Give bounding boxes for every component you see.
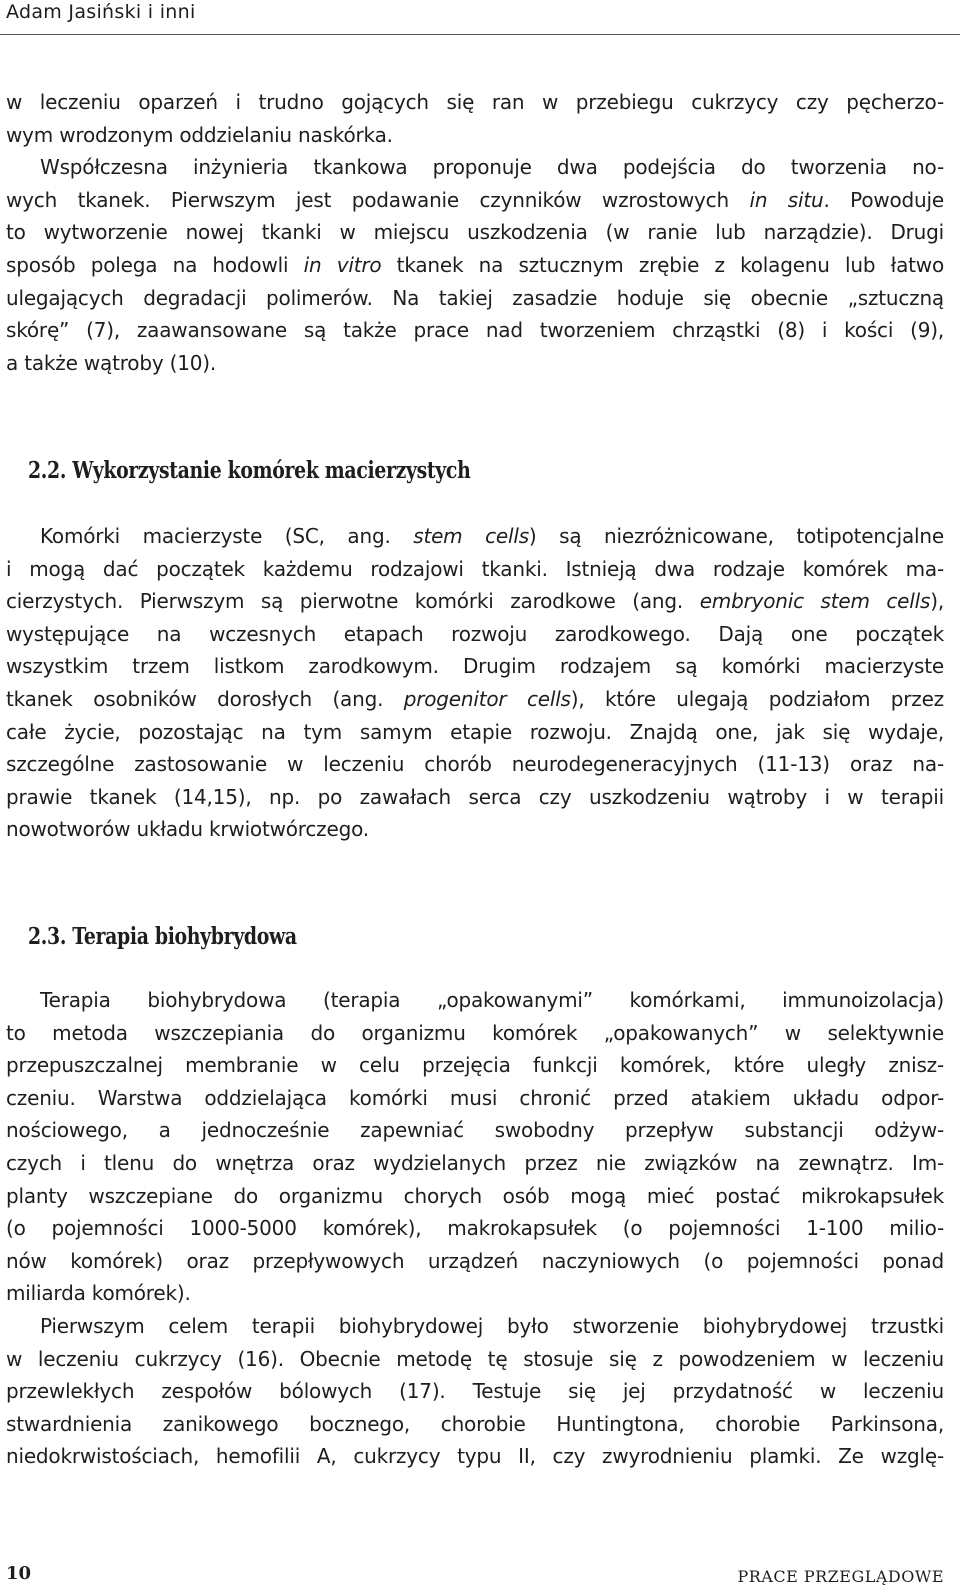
text-line: skórę” (7), zaawansowane są także prace nad tworzeniem chrząstki (8) i kości (9),: [6, 318, 944, 343]
text-line: występujące na wczesnych etapach rozwoju zarodkowego. Dają one początek: [6, 621, 944, 646]
section-2-2-body: [6, 520, 944, 846]
text-line: to wytworzenie nowej tkanki w miejscu uszkodzenia (w ranie lub narządzie). Drugi: [6, 220, 944, 245]
section-heading-2-3: 2.3. Terapia biohybrydowa: [28, 923, 297, 950]
text-line: miliarda komórek).: [6, 1281, 191, 1306]
body-block-1: [6, 86, 944, 379]
text-span: ), które ulegają podziałom przez: [570, 686, 944, 711]
text-span: tkanek osobników dorosłych (ang.: [6, 686, 404, 711]
italic-term: embryonic stem cells: [699, 589, 931, 614]
text-line: wym wrodzonym oddzielaniu naskórka.: [6, 122, 393, 147]
text-line: [6, 585, 944, 618]
text-line: w leczeniu cukrzycy (16). Obecnie metodę tę stosuje się z powodzeniem w leczeniu: [6, 1346, 944, 1371]
text-line: i mogą dać początek każdemu rodzajowi tkanki. Istnieją dwa rodzaje komórek ma-: [6, 556, 944, 581]
text-line: całe życie, pozostając na tym samym etapie rozwoju. Znajdą one, jak się wydaje,: [6, 719, 944, 744]
journal-section-label: PRACE PRZEGLĄDOWE: [737, 1567, 944, 1586]
text-span: ),: [930, 589, 944, 614]
text-line: [6, 249, 944, 282]
text-line: Terapia biohybrydowa (terapia „opakowanymi” komórkami, immunoizolacja): [40, 988, 944, 1012]
text-line: to metoda wszczepiania do organizmu komórek „opakowanych” w selektywnie: [6, 1020, 944, 1045]
text-line: nów komórek) oraz przepływowych urządzeń naczyniowych (o pojemności ponad: [6, 1248, 944, 1273]
text-span: . Powoduje: [823, 187, 944, 212]
page-number: 10: [6, 1563, 32, 1584]
text-line: Współczesna inżynieria tkankowa proponuje dwa podejścia do tworzenia no-: [40, 155, 944, 180]
text-span: wych tkanek. Pierwszym jest podawanie czynników wzrostowych: [6, 187, 750, 212]
text-line: wszystkim trzem listkom zarodkowym. Drugim rodzajem są komórki macierzyste: [6, 654, 944, 679]
text-span: sposób polega na hodowli: [6, 252, 304, 277]
italic-term: in vitro: [303, 252, 382, 277]
text-line: niedokrwistościach, hemofilii A, cukrzycy typu II, czy zwyrodnieniu plamki. Ze wzglę-: [6, 1444, 944, 1469]
section-heading-2-2: 2.2. Wykorzystanie komórek macierzystych: [28, 457, 471, 484]
italic-term: stem cells: [413, 524, 529, 548]
text-line: prawie tkanek (14,15), np. po zawałach serca czy uszkodzeniu wątroby i w terapii: [6, 784, 944, 809]
text-line: (o pojemności 1000-5000 komórek), makrokapsułek (o pojemności 1-100 milio-: [6, 1216, 944, 1241]
text-line: nościowego, a jednocześnie zapewniać swobodny przepływ substancji odżyw-: [6, 1118, 944, 1143]
text-line: Pierwszym celem terapii biohybrydowej było stworzenie biohybrydowej trzustki: [40, 1313, 944, 1338]
text-line: [6, 520, 944, 553]
text-line: stwardnienia zanikowego bocznego, chorobie Huntingtona, chorobie Parkinsona,: [6, 1411, 944, 1436]
italic-term: in situ: [749, 187, 824, 212]
text-line: nowotworów układu krwiotwórczego.: [6, 817, 369, 842]
text-line: przepuszczalnej membranie w celu przejęcia funkcji komórek, które uległy znisz-: [6, 1053, 944, 1078]
text-line: a także wątroby (10).: [6, 350, 217, 375]
text-span: cierzystych. Pierwszym są pierwotne komórki zarodkowe (ang.: [6, 589, 700, 614]
text-line: szczególne zastosowanie w leczeniu chorób neurodegeneracyjnych (11-13) oraz na-: [6, 752, 944, 777]
text-line: czych i tlenu do wnętrza oraz wydzielanych przez nie związków na zewnątrz. Im-: [6, 1150, 944, 1175]
text-line: w leczeniu oparzeń i trudno gojących się ran w przebiegu cukrzycy czy pęcherzo-: [6, 90, 944, 114]
text-line: czeniu. Warstwa oddzielająca komórki musi chronić przed atakiem układu odpor-: [6, 1085, 944, 1110]
header-divider: [0, 34, 960, 35]
text-span: Komórki macierzyste (SC, ang.: [40, 524, 414, 548]
text-line: planty wszczepiane do organizmu chorych osób mogą mieć postać mikrokapsułek: [6, 1183, 944, 1208]
running-header-authors: Adam Jasiński i inni: [6, 1, 196, 23]
text-line: przewlekłych zespołów bólowych (17). Testuje się jej przydatność w leczeniu: [6, 1379, 944, 1404]
italic-term: progenitor cells: [403, 686, 571, 711]
text-line: ulegających degradacji polimerów. Na takiej zasadzie hoduje się obecnie „sztuczną: [6, 285, 944, 310]
text-span: tkanek na sztucznym zrębie z kolagenu lub łatwo: [381, 252, 944, 277]
text-line: [6, 184, 944, 217]
section-2-3-body: [6, 984, 944, 1473]
text-span: ) są niezróżnicowane, totipotencjalne: [528, 524, 944, 548]
text-line: [6, 683, 944, 716]
